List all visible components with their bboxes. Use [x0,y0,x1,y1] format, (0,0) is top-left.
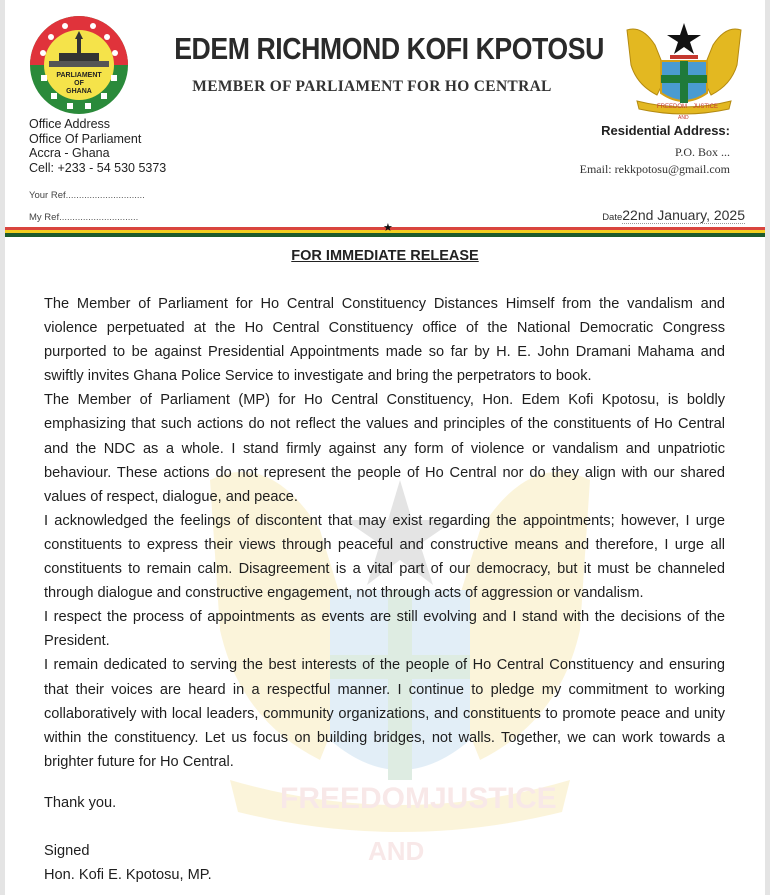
closing-signed: Signed [44,843,90,859]
release-body [44,292,725,774]
signatory-name: Hon. Kofi E. Kpotosu, MP. [44,867,212,883]
mp-name-heading: EDEM RICHMOND KOFI KPOTOSU [174,31,604,66]
closing-thanks: Thank you. [44,795,117,811]
parliament-logo-text-2: OF [74,80,84,87]
my-ref [29,212,138,223]
body-paragraph: The Member of Parliament (MP) for Ho Central Constituency, Hon. Edem Kofi Kpotosu, is boldly emphasizing that such actions do not reflect the values and principles of the constituents of Ho Central and the NDC as a whole. I stand firmly against any form of violence or vandalism and unpatriotic behaviour. These actions do not represent the people of Ho Central nor do they align with our shared values of respect, dialogue, and peace. [44,392,725,505]
parliament-logo-text-1: PARLIAMENT [56,72,102,79]
your-ref-dots: .............................. [65,190,145,201]
watermark-justice-text: JUSTICE [430,782,557,815]
body-paragraph: I acknowledged the feelings of discontent that may exist regarding the appointments; however, I urge constituents to express their views through peaceful and constructive means and therefore, I urge all constituents to remain calm. Disagreement is a vital part of our democracy, but it must be channeled through dialogue and constructive engagement, not through acts of aggression or vandalism. [44,512,725,602]
body-paragraph: The Member of Parliament for Ho Central Constituency Distances Himself from the vandalism and violence perpetuated at the Ho Central Constituency office of the National Democratic Congress purported to be against Presidential Appointments made so far by H. E. John Dramani Mahama and swiftly invites Ghana Police Service to investigate and bring the perpetrators to book. [44,296,725,385]
letter-page [5,0,765,895]
watermark-freedom-text: FREEDOM [280,782,430,815]
date-value: 22nd January, 2025 [622,207,745,223]
coat-of-arms-icon [617,15,751,123]
coat-of-arms-and-text: AND [678,115,689,121]
black-star-icon: ★ [383,222,393,234]
po-box: P.O. Box ... [674,145,730,159]
office-address [29,117,166,175]
parliament-logo-text-3: GHANA [66,88,92,95]
office-phone: Cell: +233 - 54 530 5373 [29,160,167,175]
body-paragraph: I respect the process of appointments as events are still evolving and I stand with the decisions of the President. [44,609,725,650]
email-address: Email: rekkpotosu@gmail.com [579,162,730,176]
my-ref-label: My Ref [29,212,60,223]
date-label: Date [602,212,623,223]
my-ref-dots: .............................. [59,212,139,223]
office-address-line: Office Address [29,117,111,131]
coat-of-arms-freedom-text: FREEDOM [657,104,687,110]
residential-address-title: Residential Address: [601,123,730,138]
office-address-line: Accra - Ghana [29,146,110,160]
parliament-logo-icon [29,15,129,115]
your-ref [29,190,145,201]
coat-of-arms-justice-text: JUSTICE [693,104,719,110]
office-address-line: Office Of Parliament [29,131,142,146]
mp-title-subheading: MEMBER OF PARLIAMENT FOR HO CENTRAL [192,78,552,95]
watermark-and-text: AND [368,836,425,866]
body-paragraph: I remain dedicated to serving the best interests of the people of Ho Central Constituency and ensuring that their voices are heard in a respectful manner. I continue to pledge my commitment to working collaboratively with local leaders, community organizations, and constituents to promote peace and unity within the constituency. Let us focus on building bridges, not walls. Together, we can work towards a brighter future for Ho Central. [44,657,725,770]
your-ref-label: Your Ref [29,190,66,201]
release-heading: FOR IMMEDIATE RELEASE [291,248,479,264]
letterhead [5,0,765,228]
letter-date [602,207,745,225]
